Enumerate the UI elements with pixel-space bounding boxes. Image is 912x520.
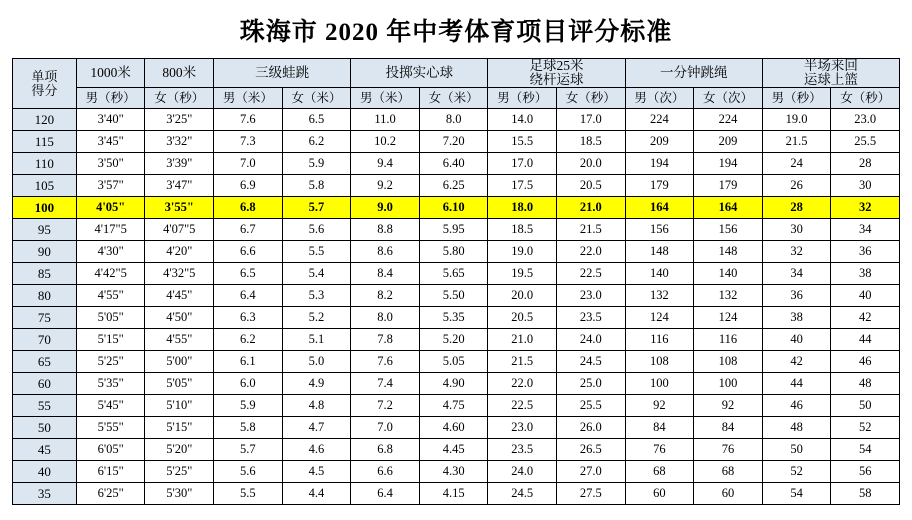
row-cell: 58 xyxy=(831,483,900,505)
header-sub-row xyxy=(13,88,900,109)
row-cell: 5'45" xyxy=(76,395,145,417)
row-score-value: 70 xyxy=(13,329,77,351)
table-row xyxy=(13,263,900,285)
row-cell: 5'10" xyxy=(145,395,214,417)
table-row xyxy=(13,109,900,131)
table-row xyxy=(13,131,900,153)
row-cell: 8.0 xyxy=(351,307,420,329)
row-score-value: 90 xyxy=(13,241,77,263)
header-sub-8: 男（次） xyxy=(625,88,694,109)
table-header xyxy=(13,59,900,109)
row-cell: 4.8 xyxy=(282,395,351,417)
row-cell: 4'30" xyxy=(76,241,145,263)
row-cell: 6.5 xyxy=(214,263,283,285)
row-cell: 5.6 xyxy=(282,219,351,241)
row-cell: 5.6 xyxy=(214,461,283,483)
row-cell: 132 xyxy=(694,285,763,307)
row-cell: 32 xyxy=(762,241,831,263)
header-sub-11: 女（秒） xyxy=(831,88,900,109)
row-cell: 132 xyxy=(625,285,694,307)
header-sub-1: 女（秒） xyxy=(145,88,214,109)
page-title: 珠海市 2020 年中考体育项目评分标准 xyxy=(239,19,673,46)
row-cell: 26.0 xyxy=(557,417,626,439)
row-cell: 11.0 xyxy=(351,109,420,131)
row-cell: 164 xyxy=(625,197,694,219)
row-cell: 17.5 xyxy=(488,175,557,197)
header-group-jump-rope: 一分钟跳绳 xyxy=(625,59,762,88)
header-sub-2: 男（米） xyxy=(214,88,283,109)
row-cell: 3'57" xyxy=(76,175,145,197)
row-cell: 156 xyxy=(694,219,763,241)
row-cell: 28 xyxy=(831,153,900,175)
row-cell: 209 xyxy=(694,131,763,153)
row-cell: 38 xyxy=(762,307,831,329)
row-score-value: 75 xyxy=(13,307,77,329)
row-cell: 179 xyxy=(694,175,763,197)
row-cell: 8.8 xyxy=(351,219,420,241)
row-cell: 17.0 xyxy=(557,109,626,131)
row-cell: 4.4 xyxy=(282,483,351,505)
row-cell: 20.0 xyxy=(557,153,626,175)
row-cell: 21.5 xyxy=(488,351,557,373)
table-row xyxy=(13,175,900,197)
row-cell: 5.8 xyxy=(214,417,283,439)
table-row xyxy=(13,307,900,329)
row-cell: 209 xyxy=(625,131,694,153)
table-row xyxy=(13,483,900,505)
row-cell: 40 xyxy=(831,285,900,307)
row-cell: 76 xyxy=(625,439,694,461)
row-cell: 140 xyxy=(694,263,763,285)
row-cell: 6.0 xyxy=(214,373,283,395)
row-cell: 5.50 xyxy=(419,285,488,307)
row-cell: 50 xyxy=(762,439,831,461)
row-cell: 22.5 xyxy=(557,263,626,285)
row-cell: 22.0 xyxy=(488,373,557,395)
header-group-shot-throw: 投掷实心球 xyxy=(351,59,488,88)
row-cell: 52 xyxy=(831,417,900,439)
row-cell: 60 xyxy=(625,483,694,505)
row-cell: 6.40 xyxy=(419,153,488,175)
row-cell: 224 xyxy=(694,109,763,131)
row-cell: 4'50" xyxy=(145,307,214,329)
row-cell: 4'42"5 xyxy=(76,263,145,285)
row-score-value: 120 xyxy=(13,109,77,131)
row-cell: 23.5 xyxy=(557,307,626,329)
row-cell: 25.0 xyxy=(557,373,626,395)
row-cell: 5'05" xyxy=(145,373,214,395)
row-cell: 30 xyxy=(762,219,831,241)
row-cell: 20.5 xyxy=(557,175,626,197)
row-cell: 6'25" xyxy=(76,483,145,505)
row-cell: 25.5 xyxy=(831,131,900,153)
row-cell: 5.35 xyxy=(419,307,488,329)
row-cell: 28 xyxy=(762,197,831,219)
row-cell: 4'55" xyxy=(76,285,145,307)
row-cell: 24 xyxy=(762,153,831,175)
row-cell: 23.5 xyxy=(488,439,557,461)
row-cell: 17.0 xyxy=(488,153,557,175)
table-row xyxy=(13,197,900,219)
row-cell: 68 xyxy=(694,461,763,483)
table-row xyxy=(13,351,900,373)
row-cell: 164 xyxy=(694,197,763,219)
header-sub-0: 男（秒） xyxy=(76,88,145,109)
row-cell: 36 xyxy=(831,241,900,263)
row-cell: 4'07"5 xyxy=(145,219,214,241)
header-score-label-line1: 单项 xyxy=(31,69,58,85)
row-cell: 6.8 xyxy=(351,439,420,461)
table-row xyxy=(13,373,900,395)
row-cell: 5.80 xyxy=(419,241,488,263)
row-cell: 21.0 xyxy=(488,329,557,351)
row-cell: 27.5 xyxy=(557,483,626,505)
row-cell: 52 xyxy=(762,461,831,483)
row-cell: 6.6 xyxy=(351,461,420,483)
row-cell: 48 xyxy=(831,373,900,395)
row-cell: 34 xyxy=(831,219,900,241)
row-cell: 6.8 xyxy=(214,197,283,219)
row-cell: 19.0 xyxy=(762,109,831,131)
row-cell: 6.2 xyxy=(214,329,283,351)
row-cell: 5.9 xyxy=(282,153,351,175)
header-group-basketball-line1: 半场来回 xyxy=(803,58,858,73)
row-cell: 14.0 xyxy=(488,109,557,131)
row-cell: 15.5 xyxy=(488,131,557,153)
row-cell: 21.5 xyxy=(762,131,831,153)
row-cell: 194 xyxy=(625,153,694,175)
row-cell: 148 xyxy=(625,241,694,263)
row-cell: 5.5 xyxy=(282,241,351,263)
row-cell: 54 xyxy=(762,483,831,505)
row-cell: 5.9 xyxy=(214,395,283,417)
row-cell: 3'55" xyxy=(145,197,214,219)
row-cell: 46 xyxy=(831,351,900,373)
row-cell: 4'55" xyxy=(145,329,214,351)
row-cell: 4.7 xyxy=(282,417,351,439)
row-cell: 100 xyxy=(694,373,763,395)
row-cell: 5'05" xyxy=(76,307,145,329)
row-cell: 4.60 xyxy=(419,417,488,439)
row-cell: 56 xyxy=(831,461,900,483)
table-row xyxy=(13,461,900,483)
row-score-value: 45 xyxy=(13,439,77,461)
row-cell: 8.2 xyxy=(351,285,420,307)
header-sub-9: 女（次） xyxy=(694,88,763,109)
row-cell: 5.20 xyxy=(419,329,488,351)
row-cell: 3'32" xyxy=(145,131,214,153)
header-group-basketball xyxy=(762,59,899,88)
row-cell: 7.4 xyxy=(351,373,420,395)
row-cell: 30 xyxy=(831,175,900,197)
row-cell: 23.0 xyxy=(831,109,900,131)
row-cell: 5'55" xyxy=(76,417,145,439)
row-cell: 10.2 xyxy=(351,131,420,153)
row-cell: 22.0 xyxy=(557,241,626,263)
header-group-football-line2: 绕杆运球 xyxy=(529,72,584,88)
row-cell: 116 xyxy=(694,329,763,351)
row-cell: 46 xyxy=(762,395,831,417)
row-cell: 36 xyxy=(762,285,831,307)
row-cell: 9.2 xyxy=(351,175,420,197)
header-sub-10: 男（秒） xyxy=(762,88,831,109)
table-row xyxy=(13,219,900,241)
row-cell: 4'17"5 xyxy=(76,219,145,241)
row-cell: 7.20 xyxy=(419,131,488,153)
row-cell: 4.5 xyxy=(282,461,351,483)
row-cell: 124 xyxy=(625,307,694,329)
row-score-value: 115 xyxy=(13,131,77,153)
row-cell: 4'20" xyxy=(145,241,214,263)
row-score-value: 50 xyxy=(13,417,77,439)
row-cell: 100 xyxy=(625,373,694,395)
row-cell: 19.0 xyxy=(488,241,557,263)
row-score-value: 85 xyxy=(13,263,77,285)
row-cell: 34 xyxy=(762,263,831,285)
row-cell: 18.5 xyxy=(557,131,626,153)
row-cell: 9.0 xyxy=(351,197,420,219)
header-score-label-line2: 得分 xyxy=(31,82,58,98)
row-cell: 116 xyxy=(625,329,694,351)
row-cell: 5'35" xyxy=(76,373,145,395)
header-group-row xyxy=(13,59,900,88)
header-group-football xyxy=(488,59,625,88)
row-cell: 23.0 xyxy=(488,417,557,439)
row-cell: 194 xyxy=(694,153,763,175)
row-cell: 5.5 xyxy=(214,483,283,505)
header-group-triple-jump: 三级蛙跳 xyxy=(214,59,351,88)
row-score-value: 40 xyxy=(13,461,77,483)
row-cell: 3'47" xyxy=(145,175,214,197)
row-cell: 7.6 xyxy=(214,109,283,131)
row-cell: 84 xyxy=(625,417,694,439)
row-cell: 6.10 xyxy=(419,197,488,219)
row-cell: 5.4 xyxy=(282,263,351,285)
row-cell: 50 xyxy=(831,395,900,417)
row-cell: 6.6 xyxy=(214,241,283,263)
row-score-value: 65 xyxy=(13,351,77,373)
row-cell: 3'50" xyxy=(76,153,145,175)
row-cell: 24.0 xyxy=(557,329,626,351)
row-cell: 224 xyxy=(625,109,694,131)
row-cell: 3'45" xyxy=(76,131,145,153)
table-row xyxy=(13,241,900,263)
row-cell: 32 xyxy=(831,197,900,219)
row-cell: 6.5 xyxy=(282,109,351,131)
row-score-value: 80 xyxy=(13,285,77,307)
row-cell: 3'25" xyxy=(145,109,214,131)
row-cell: 76 xyxy=(694,439,763,461)
row-cell: 4'45" xyxy=(145,285,214,307)
row-cell: 6.4 xyxy=(351,483,420,505)
header-group-football-line1: 足球25米 xyxy=(529,58,584,73)
row-score-value: 95 xyxy=(13,219,77,241)
row-cell: 38 xyxy=(831,263,900,285)
row-score-value: 35 xyxy=(13,483,77,505)
header-score-label xyxy=(13,59,77,109)
row-score-value: 105 xyxy=(13,175,77,197)
row-cell: 7.0 xyxy=(214,153,283,175)
row-cell: 42 xyxy=(831,307,900,329)
row-cell: 5.95 xyxy=(419,219,488,241)
row-cell: 7.0 xyxy=(351,417,420,439)
row-cell: 7.6 xyxy=(351,351,420,373)
row-cell: 54 xyxy=(831,439,900,461)
row-cell: 18.0 xyxy=(488,197,557,219)
table-row xyxy=(13,285,900,307)
row-cell: 6.7 xyxy=(214,219,283,241)
row-cell: 4.30 xyxy=(419,461,488,483)
header-sub-4: 男（米） xyxy=(351,88,420,109)
row-cell: 4.6 xyxy=(282,439,351,461)
row-cell: 24.5 xyxy=(488,483,557,505)
row-cell: 22.5 xyxy=(488,395,557,417)
row-cell: 23.0 xyxy=(557,285,626,307)
row-cell: 5.1 xyxy=(282,329,351,351)
row-cell: 5'00" xyxy=(145,351,214,373)
row-cell: 60 xyxy=(694,483,763,505)
row-cell: 25.5 xyxy=(557,395,626,417)
row-cell: 8.0 xyxy=(419,109,488,131)
table-row xyxy=(13,395,900,417)
table-body xyxy=(13,109,900,505)
row-cell: 3'40" xyxy=(76,109,145,131)
header-sub-3: 女（米） xyxy=(282,88,351,109)
row-cell: 5.7 xyxy=(214,439,283,461)
row-cell: 5.7 xyxy=(282,197,351,219)
row-cell: 179 xyxy=(625,175,694,197)
header-group-run1000: 1000米 xyxy=(76,59,145,88)
table-row xyxy=(13,153,900,175)
row-cell: 20.5 xyxy=(488,307,557,329)
row-cell: 6.2 xyxy=(282,131,351,153)
row-cell: 68 xyxy=(625,461,694,483)
table-row xyxy=(13,439,900,461)
row-cell: 124 xyxy=(694,307,763,329)
row-cell: 92 xyxy=(694,395,763,417)
row-cell: 21.0 xyxy=(557,197,626,219)
row-cell: 24.0 xyxy=(488,461,557,483)
table-row xyxy=(13,417,900,439)
row-cell: 84 xyxy=(694,417,763,439)
row-score-value: 60 xyxy=(13,373,77,395)
row-cell: 8.4 xyxy=(351,263,420,285)
row-cell: 92 xyxy=(625,395,694,417)
row-cell: 5'30" xyxy=(145,483,214,505)
row-score-value: 110 xyxy=(13,153,77,175)
row-cell: 48 xyxy=(762,417,831,439)
row-cell: 4.9 xyxy=(282,373,351,395)
header-sub-6: 男（秒） xyxy=(488,88,557,109)
row-cell: 4'32"5 xyxy=(145,263,214,285)
row-cell: 20.0 xyxy=(488,285,557,307)
row-cell: 5.65 xyxy=(419,263,488,285)
row-cell: 5.8 xyxy=(282,175,351,197)
row-score-value: 100 xyxy=(13,197,77,219)
row-cell: 4.15 xyxy=(419,483,488,505)
row-cell: 44 xyxy=(762,373,831,395)
header-sub-5: 女（米） xyxy=(419,88,488,109)
row-cell: 40 xyxy=(762,329,831,351)
row-cell: 5'15" xyxy=(76,329,145,351)
row-cell: 18.5 xyxy=(488,219,557,241)
row-cell: 5.05 xyxy=(419,351,488,373)
row-cell: 21.5 xyxy=(557,219,626,241)
row-cell: 26 xyxy=(762,175,831,197)
row-cell: 27.0 xyxy=(557,461,626,483)
row-cell: 4.45 xyxy=(419,439,488,461)
row-cell: 108 xyxy=(694,351,763,373)
row-cell: 7.2 xyxy=(351,395,420,417)
row-cell: 9.4 xyxy=(351,153,420,175)
row-cell: 24.5 xyxy=(557,351,626,373)
row-cell: 5.3 xyxy=(282,285,351,307)
header-group-run800: 800米 xyxy=(145,59,214,88)
row-cell: 6.9 xyxy=(214,175,283,197)
row-cell: 6.3 xyxy=(214,307,283,329)
row-cell: 140 xyxy=(625,263,694,285)
row-cell: 6.25 xyxy=(419,175,488,197)
row-cell: 44 xyxy=(831,329,900,351)
row-cell: 7.3 xyxy=(214,131,283,153)
row-cell: 156 xyxy=(625,219,694,241)
row-score-value: 55 xyxy=(13,395,77,417)
header-sub-7: 女（秒） xyxy=(557,88,626,109)
row-cell: 7.8 xyxy=(351,329,420,351)
header-group-basketball-line2: 运球上篮 xyxy=(803,72,858,88)
row-cell: 5'20" xyxy=(145,439,214,461)
row-cell: 42 xyxy=(762,351,831,373)
row-cell: 3'39" xyxy=(145,153,214,175)
row-cell: 5.0 xyxy=(282,351,351,373)
row-cell: 19.5 xyxy=(488,263,557,285)
row-cell: 6'15" xyxy=(76,461,145,483)
row-cell: 148 xyxy=(694,241,763,263)
row-cell: 6'05" xyxy=(76,439,145,461)
row-cell: 4.75 xyxy=(419,395,488,417)
row-cell: 5'25" xyxy=(145,461,214,483)
row-cell: 8.6 xyxy=(351,241,420,263)
row-cell: 4'05" xyxy=(76,197,145,219)
row-cell: 5'15" xyxy=(145,417,214,439)
row-cell: 4.90 xyxy=(419,373,488,395)
row-cell: 6.4 xyxy=(214,285,283,307)
row-cell: 6.1 xyxy=(214,351,283,373)
score-table-container xyxy=(0,58,912,505)
row-cell: 108 xyxy=(625,351,694,373)
score-standard-table xyxy=(12,58,900,505)
table-row xyxy=(13,329,900,351)
row-cell: 26.5 xyxy=(557,439,626,461)
row-cell: 5'25" xyxy=(76,351,145,373)
row-cell: 5.2 xyxy=(282,307,351,329)
